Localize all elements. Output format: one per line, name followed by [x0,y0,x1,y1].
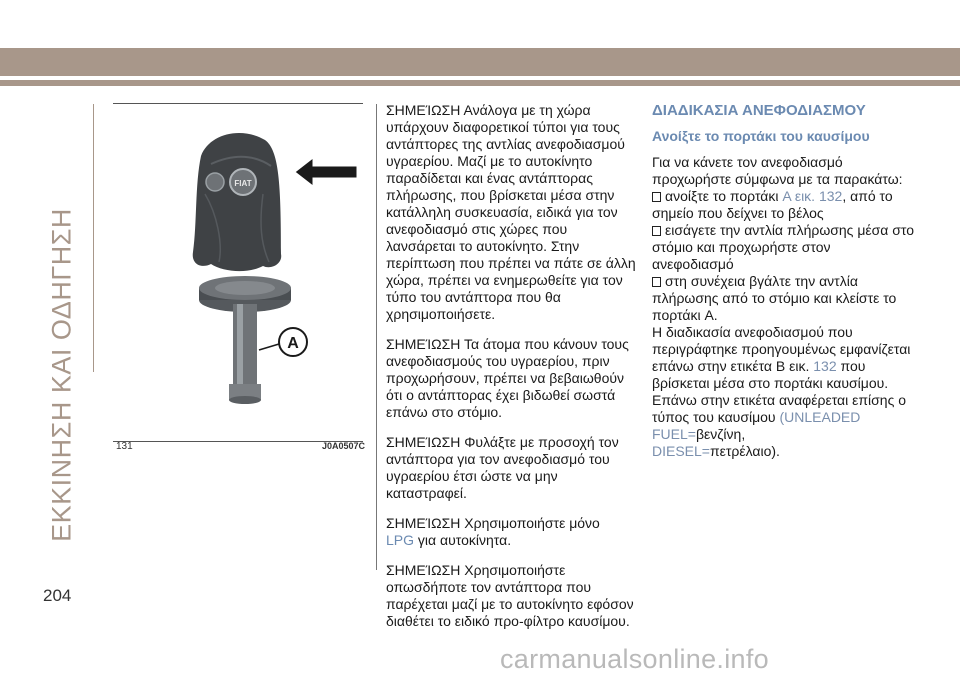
note-use-lpg: ΣΗΜΕΊΩΣΗ Χρησιμοποιήστε μόνο LPG για αυτοκίνητα. [386,515,600,548]
top-margin [0,0,960,48]
side-title-rule [93,104,94,372]
checkbox-bullet-icon [652,226,661,236]
note-keep-adapter: ΣΗΜΕΊΩΣΗ Φυλάξτε με προσοχή τον αντάπτορα για τον ανεφοδιασμό του υγραερίου έτσι ώστε να μην καταστραφεί. [386,434,619,501]
column-divider [376,104,377,570]
alfa-logo [206,173,224,191]
step-open-door: ανοίξτε το πορτάκι A εικ. 132, από το σημείο που δείχνει το βέλος [652,188,893,221]
svg-text:FIAT: FIAT [234,179,252,188]
page-number: 204 [43,586,72,605]
header-band-thin [0,80,960,86]
notes-column [386,102,636,643]
adapter-illustration [113,104,363,441]
watermark: carmanualsonline.info [500,644,769,674]
subsection-title: Ανοίξτε το πορτάκι του καυσίμου [652,128,870,144]
figure-code: J0A0507C [322,441,366,451]
figure-lpg-adapter [113,103,363,442]
section-title: ΔΙΑΔΙΚΑΣΙΑ ΑΝΕΦΟΔΙΑΣΜΟΥ [652,102,866,119]
step-insert-pump: εισάγετε την αντλία πλήρωσης μέσα στο στόμιο και προχωρήστε στον ανεφοδιασμό [652,222,915,272]
step-remove-pump: στη συνέχεια βγάλτε την αντλία πλήρωσης από το στόμιο και κλείστε το πορτάκι A. [652,273,897,323]
checkbox-bullet-icon [652,192,661,202]
callout-line [259,344,279,350]
adapter-bag [193,133,281,271]
figure-number: 131 [116,441,133,452]
pointer-arrow [295,158,357,186]
note-adapter-screwed: ΣΗΜΕΊΩΣΗ Τα άτομα που κάνουν τους ανεφοδιασμούς του υγραερίου, πριν προχωρήσουν, πρέπει να βεβαιωθούν ότι ο αντάπτορας έχει βιδωθεί σωστά επάνω στο στόμιο. [386,336,629,420]
header-band [0,48,960,76]
note-adapter-types: ΣΗΜΕΊΩΣΗ Ανάλογα με τη χώρα υπάρχουν διαφορετικοί τύποι για τους αντάπτορες της αντλίας ανεφοδιασμού υγραερίου. Μαζί με το αυτοκίνητο παραδίδεται και ένας αντάπτορας πλήρωσης, που βρίσκεται μέσα στην κατάλληλη συσκευασία, ειδικά για τον ανεφοδιασμό στις χώρες που λανσάρεται το αυτοκίνητο. Στην περίπτωση που πρέπει να πάτε σε άλλη χώρα, πρέπει να ενημερωθείτε για τον τύπο του αντάπτορα που θα χρησιμοποιήσετε. [386,102,636,322]
label-description: Η διαδικασία ανεφοδιασμού που περιγράφτηκε προηγουμένως εμφανίζεται επάνω στην ετικέτα B εικ. 132 που βρίσκεται μέσα στο πορτάκι καυσίμου. Επάνω στην ετικέτα αναφέρεται επίσης ο τύπος του καυσίμου (UNLEADED FUEL=βενζίνη, DIESEL=πετρέλαιο). [652,324,911,459]
procedure-column [652,102,914,460]
chapter-side-title: ΕΚΚΙΝΗΣΗ ΚΑΙ ΟΔΗΓΗΣΗ [46,208,77,542]
checkbox-bullet-icon [652,277,661,287]
note-use-supplied-adapter: ΣΗΜΕΊΩΣΗ Χρησιμοποιήστε οπωσδήποτε τον αντάπτορα που παρέχεται μαζί με το αυτοκίνητο εφόσον διαθέτει το ειδικό προ-φίλτρο καυσίμου. [386,562,634,629]
svg-text:A: A [287,335,299,352]
procedure-intro: Για να κάνετε τον ανεφοδιασμό προχωρήστε σύμφωνα με τα παρακάτω: [652,154,903,187]
